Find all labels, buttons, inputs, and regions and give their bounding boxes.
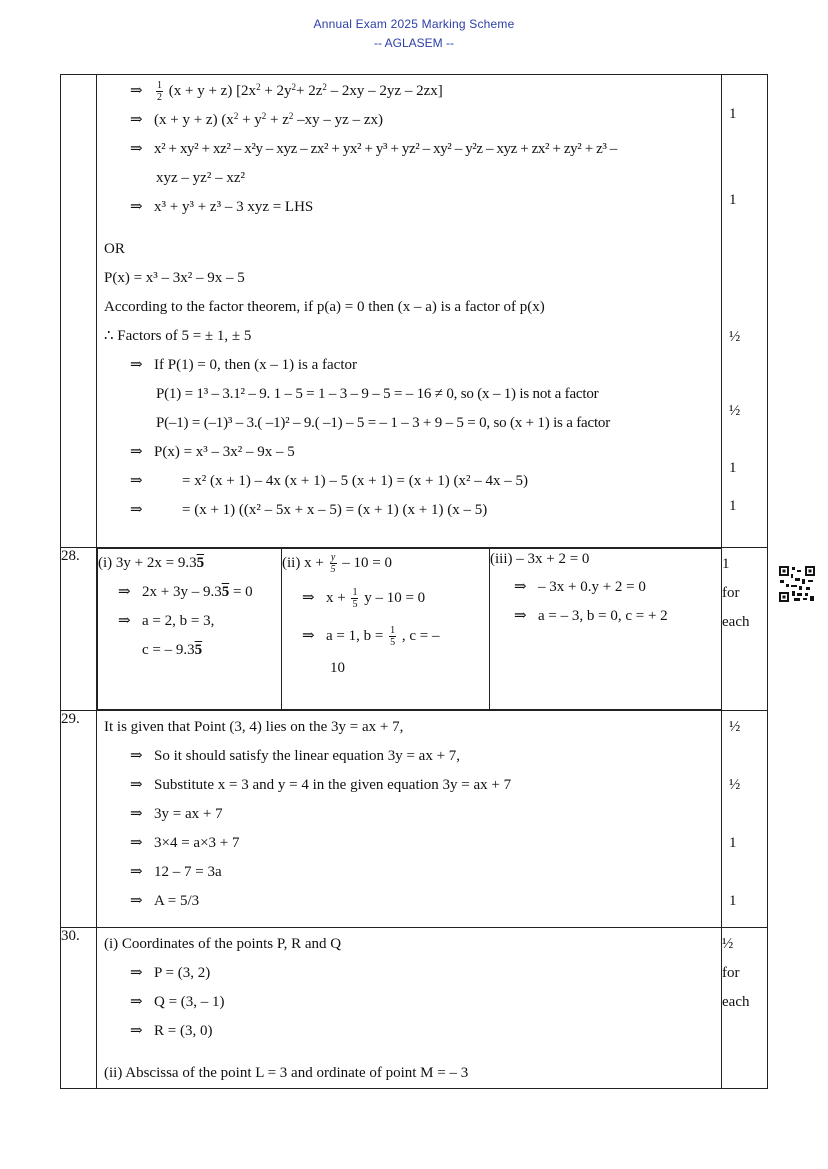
line-27-4: xyz – yz² – xz² bbox=[156, 170, 245, 186]
row-27 bbox=[61, 75, 768, 548]
answer-30: (i) Coordinates of the points P, R and Q ⇒ P = (3, 2) ⇒ Q = (3, – 1) ⇒ R = (3, 0) (ii) Abscissa of the point L = 3 and ordinate of point M = – 3 bbox=[97, 928, 722, 1089]
implies-icon: ⇒ bbox=[130, 112, 143, 128]
implies-icon: ⇒ bbox=[514, 608, 527, 624]
line-27-2: ⇒ (x + y + z) ($x^2 + y^2 + z^2$ –xy – yz – zx) bbox=[104, 106, 721, 135]
question-number: 29. bbox=[61, 711, 97, 928]
line-27-3: ⇒ x² + xy² + xz² – x²y – xyz – zx² + yx² + y³ + yz² – xy² – y²z – xyz + zx² + zy² + z³ – bbox=[104, 135, 721, 164]
implies-icon: ⇒ bbox=[130, 748, 143, 764]
marks-30: ½ for each bbox=[722, 928, 768, 1089]
implies-icon: ⇒ bbox=[130, 835, 143, 851]
implies-icon: ⇒ bbox=[130, 473, 143, 489]
implies-icon: ⇒ bbox=[130, 965, 143, 981]
implies-icon: ⇒ bbox=[118, 584, 131, 600]
answer-29: It is given that Point (3, 4) lies on the 3y = ax + 7, ⇒ So it should satisfy the linear equation 3y = ax + 7, ⇒ Substitute x = 3 and y = 4 in the given equation 3y = ax + 7 ⇒ 3y = ax + 7 ⇒ 3×4 = a×3 + 7 ⇒ 12 – 7 = 3a ⇒ A = 5/3 bbox=[97, 711, 722, 928]
implies-icon: ⇒ bbox=[514, 579, 527, 595]
marking-scheme-table bbox=[60, 74, 768, 1089]
answer-27 bbox=[97, 75, 722, 548]
implies-icon: ⇒ bbox=[302, 628, 315, 644]
implies-icon: ⇒ bbox=[130, 502, 143, 518]
implies-icon: ⇒ bbox=[130, 994, 143, 1010]
qnum-empty bbox=[61, 75, 97, 548]
marks-29: ½ ½ 1 1 bbox=[722, 711, 768, 928]
question-number: 28. bbox=[61, 548, 97, 711]
step-2: P(1) = 1³ – 3.1² – 9. 1 – 5 = 1 – 3 – 9 – 5 = – 16 ≠ 0, so (x – 1) is not a factor bbox=[156, 386, 599, 402]
implies-icon: ⇒ bbox=[118, 613, 131, 629]
mark: 1 bbox=[729, 460, 737, 476]
implies-icon: ⇒ bbox=[130, 444, 143, 460]
row-29 bbox=[61, 711, 768, 928]
row-30 bbox=[61, 928, 768, 1089]
factors-of-5: ∴ Factors of 5 = ± 1, ± 5 bbox=[104, 328, 252, 344]
mark: ½ bbox=[729, 329, 741, 345]
q28-part-i: (i) 3y + 2x = 9.35 ⇒ 2x + 3y – 9.35 = 0 ⇒ a = 2, b = 3, c = – 9.35 bbox=[98, 549, 282, 710]
or-label: OR bbox=[104, 241, 125, 257]
implies-icon: ⇒ bbox=[130, 199, 143, 215]
mark: ½ bbox=[729, 403, 741, 419]
mark: 1 bbox=[729, 498, 737, 514]
fraction-half: $\frac{1}{2}$ bbox=[157, 80, 162, 104]
q28-subtable bbox=[97, 548, 721, 710]
line-27-5: ⇒ x³ + y³ + z³ – 3 xyz = LHS bbox=[104, 193, 721, 222]
implies-icon: ⇒ bbox=[130, 83, 143, 99]
implies-icon: ⇒ bbox=[130, 357, 143, 373]
implies-icon: ⇒ bbox=[130, 777, 143, 793]
fraction-one-fifth: $\frac{1}{5}$ bbox=[390, 625, 396, 649]
mark: 1 bbox=[729, 192, 737, 208]
fraction-one-fifth: $\frac{1}{5}$ bbox=[352, 587, 358, 611]
step-6: ⇒ = (x + 1) ((x² – 5x + x – 5) = (x + 1) (x + 1) (x – 5) bbox=[104, 496, 721, 525]
factor-theorem: According to the factor theorem, if p(a) = 0 then (x – a) is a factor of p(x) bbox=[104, 299, 545, 315]
question-number: 30. bbox=[61, 928, 97, 1089]
header-title: Annual Exam 2025 Marking Scheme bbox=[313, 17, 515, 31]
step-3: P(–1) = (–1)³ – 3.( –1)² – 9.( –1) – 5 = – 1 – 3 + 9 – 5 = 0, so (x + 1) is a factor bbox=[156, 415, 611, 431]
implies-icon: ⇒ bbox=[130, 141, 143, 157]
step-1: ⇒ If P(1) = 0, then (x – 1) is a factor bbox=[104, 351, 721, 380]
implies-icon: ⇒ bbox=[130, 1023, 143, 1039]
implies-icon: ⇒ bbox=[130, 893, 143, 909]
implies-icon: ⇒ bbox=[302, 590, 315, 606]
marks-28: 1 for each bbox=[722, 548, 768, 711]
answer-28 bbox=[97, 548, 722, 711]
q28-part-iii: (iii) – 3x + 2 = 0 ⇒ – 3x + 0.y + 2 = 0 ⇒ a = – 3, b = 0, c = + 2 bbox=[490, 549, 722, 710]
row-28 bbox=[61, 548, 768, 711]
line-27-1: ⇒ $\frac{1}{2}$ (x + y + z) $[2x^2 + 2y^2+ 2z^2 - 2xy - 2yz - 2zx]$ bbox=[104, 77, 721, 106]
implies-icon: ⇒ bbox=[130, 864, 143, 880]
step-5: ⇒ = x² (x + 1) – 4x (x + 1) – 5 (x + 1) = (x + 1) (x² – 4x – 5) bbox=[104, 467, 721, 496]
qr-code-icon[interactable] bbox=[778, 565, 816, 603]
marks-27 bbox=[722, 75, 768, 548]
q28-part-ii: (ii) x + $\frac{y}{5}$ – 10 = 0 ⇒ x + $\frac{1}{5}$ y – 10 = 0 ⇒ a = 1, b = $\frac{1}{5}$ , c = – 10 bbox=[282, 549, 490, 710]
implies-icon: ⇒ bbox=[130, 806, 143, 822]
header-site: -- AGLASEM -- bbox=[373, 36, 454, 50]
polynomial: P(x) = x³ – 3x² – 9x – 5 bbox=[104, 270, 245, 286]
step-4: ⇒ P(x) = x³ – 3x² – 9x – 5 bbox=[104, 438, 721, 467]
mark: 1 bbox=[729, 106, 737, 122]
fraction-y-over-5: $\frac{y}{5}$ bbox=[330, 552, 336, 576]
